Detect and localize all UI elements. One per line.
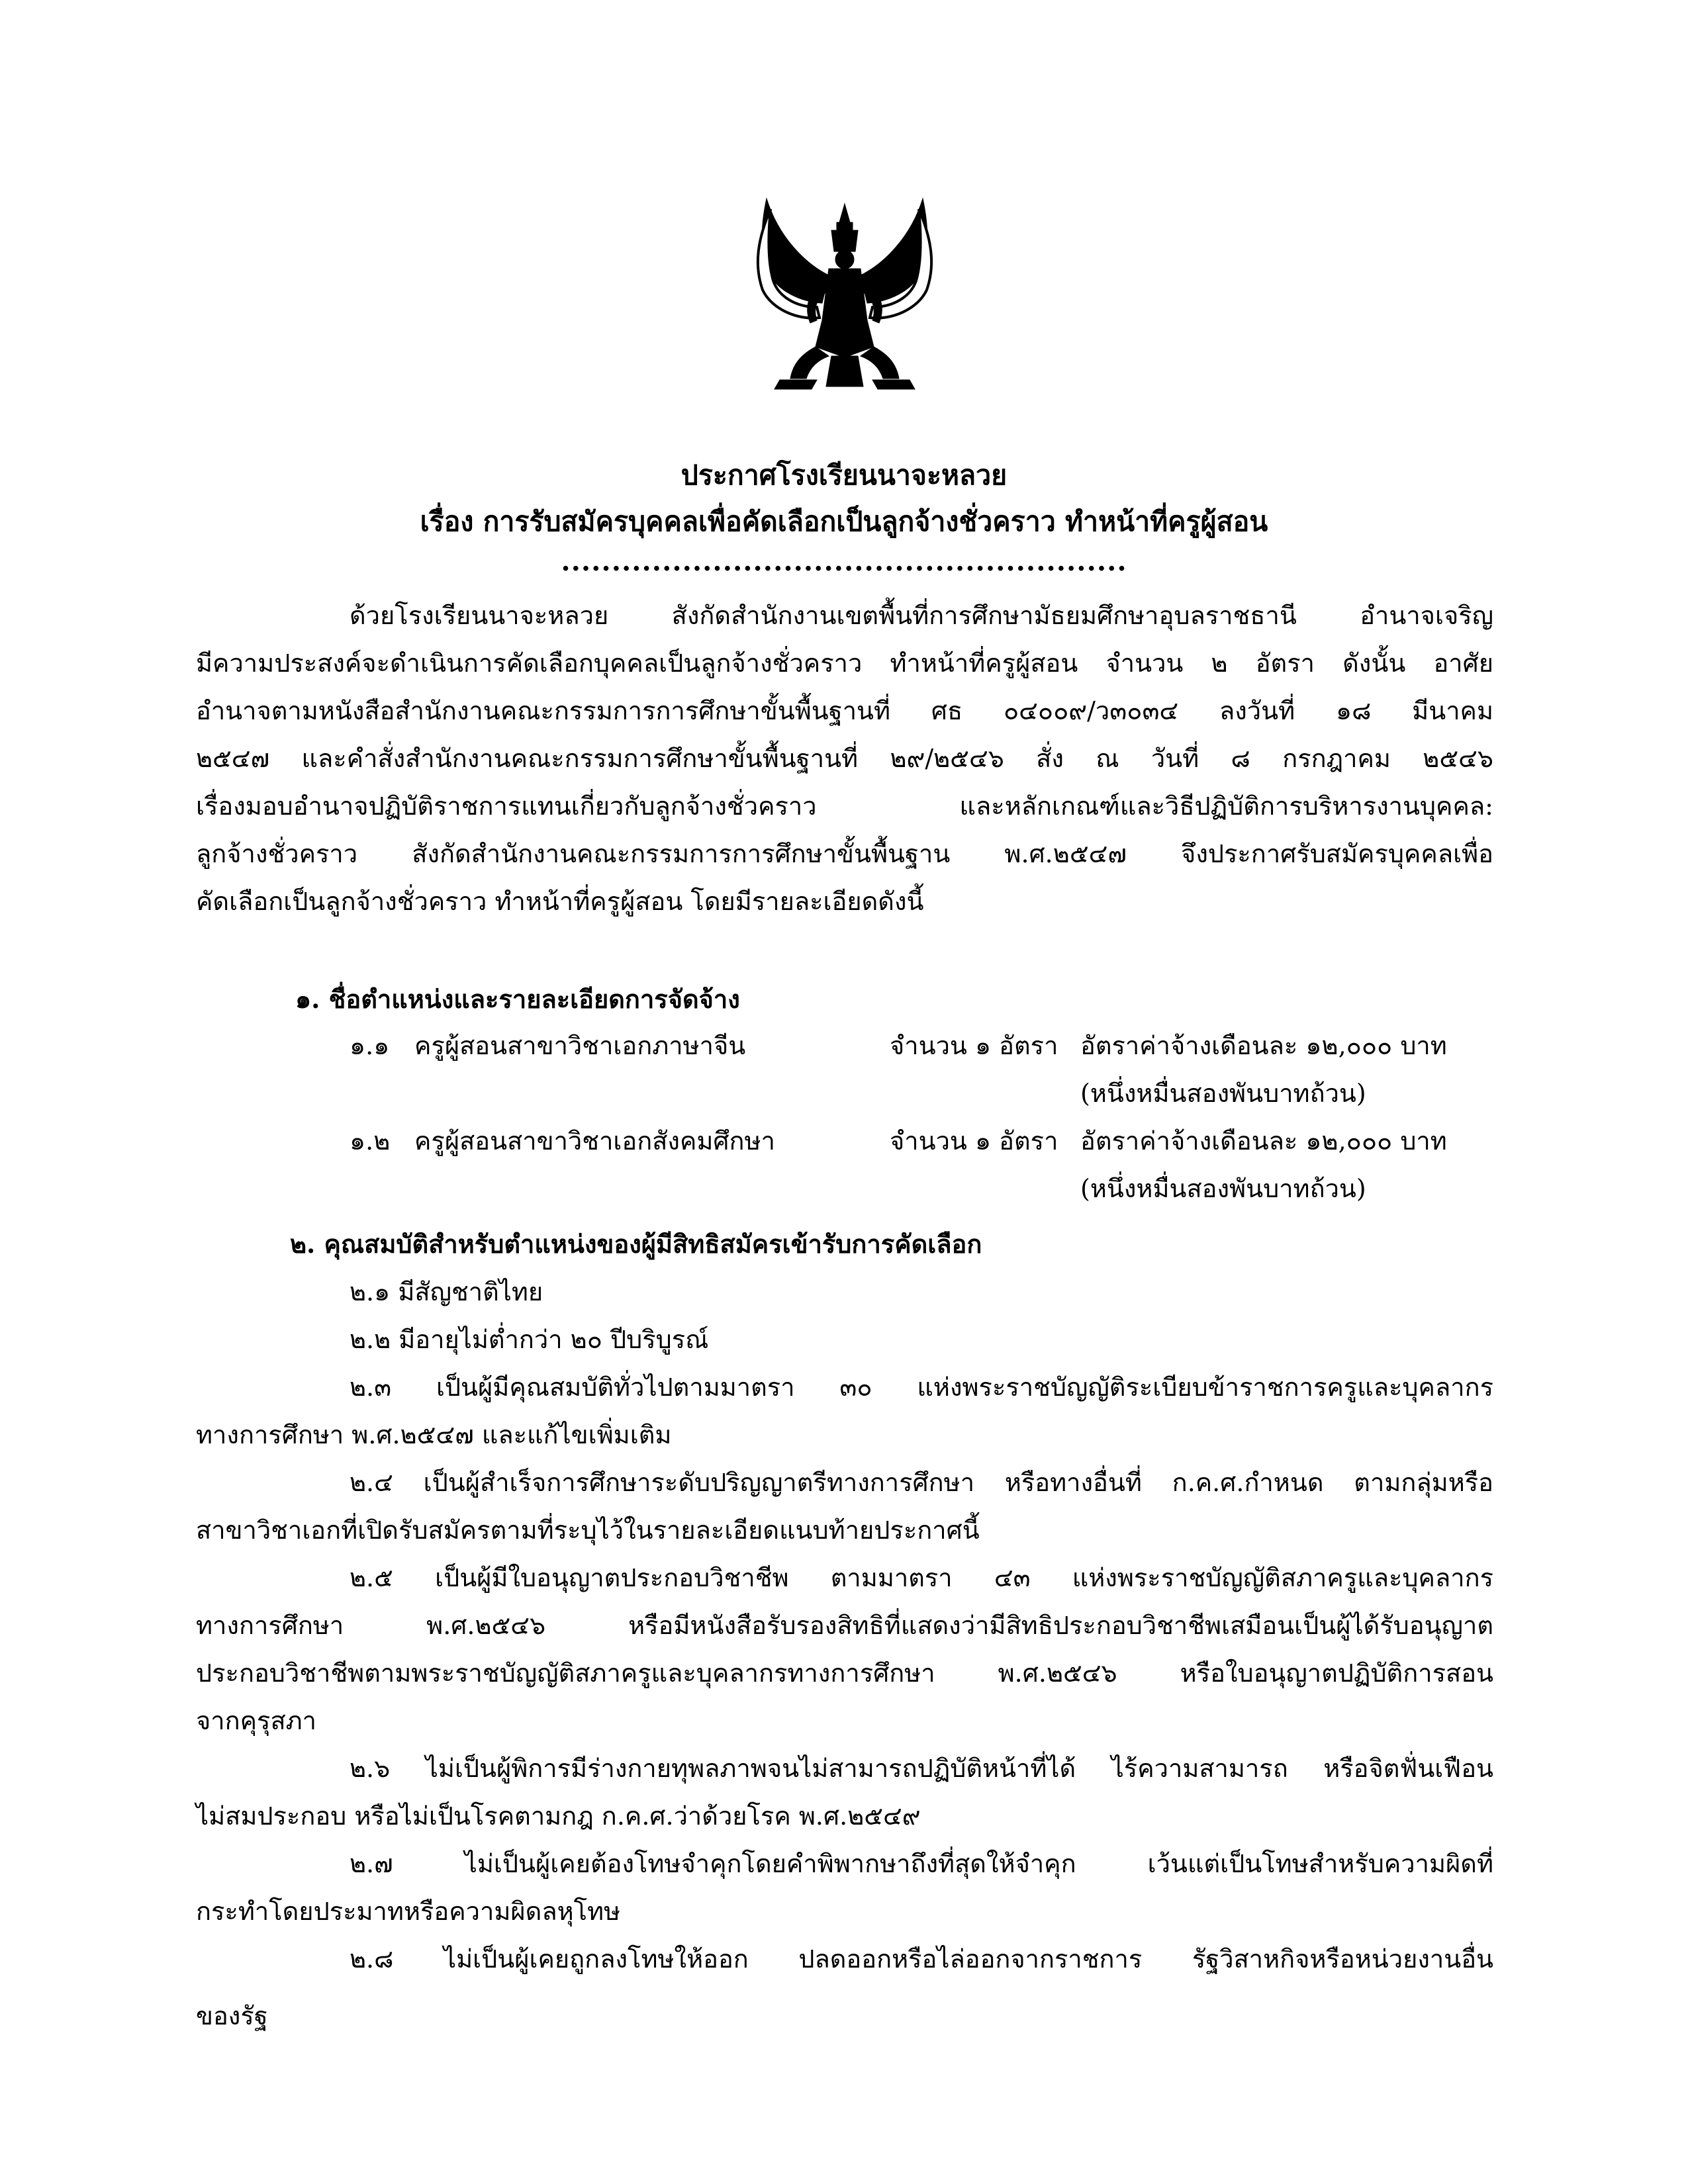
job-wage-words: (หนึ่งหมื่นสองพันบาทถ้วน) — [1080, 1079, 1366, 1108]
qualification-item-cont: สาขาวิชาเอกที่เปิดรับสมัครตามที่ระบุไว้ในรายละเอียดแนบท้ายประกาศนี้ — [196, 1516, 980, 1545]
qualification-item-cont: กระทำโดยประมาทหรือความผิดลหุโทษ — [196, 1897, 621, 1926]
job-wage: อัตราค่าจ้างเดือนละ ๑๒,๐๐๐ บาท — [1080, 1126, 1447, 1156]
job-title: ครูผู้สอนสาขาวิชาเอกภาษาจีน — [414, 1031, 746, 1060]
qualification-item: ๒.๑ มีสัญชาติไทย — [350, 1277, 543, 1306]
intro-line: ๒๕๔๗ และคำสั่งสำนักงานคณะกรรมการศึกษาขั้นพื้นฐานที่ ๒๙/๒๕๔๖ สั่ง ณ วันที่ ๘ กรกฎาคม ๒๕๔๖ — [196, 744, 1493, 773]
intro-line: คัดเลือกเป็นลูกจ้างชั่วคราว ทำหน้าที่ครูผู้สอน โดยมีรายละเอียดดังนี้ — [196, 887, 924, 916]
intro-line: ลูกจ้างชั่วคราว สังกัดสำนักงานคณะกรรมการการศึกษาขั้นพื้นฐาน พ.ศ.๒๕๔๗ จึงประกาศรับสมัครบุคคลเพื่อ — [196, 839, 1493, 868]
title-separator: ........................................................ — [561, 545, 1127, 577]
qualification-item-cont: ของรัฐ — [196, 2001, 268, 2030]
announcement-subject: เรื่อง การรับสมัครบุคคลเพื่อคัดเลือกเป็นลูกจ้างชั่วคราว ทำหน้าที่ครูผู้สอน — [420, 506, 1268, 537]
qualification-item-cont: ไม่สมประกอบ หรือไม่เป็นโรคตามกฎ ก.ค.ศ.ว่าด้วยโรค พ.ศ.๒๕๔๙ — [196, 1801, 921, 1831]
job-wage-words: (หนึ่งหมื่นสองพันบาทถ้วน) — [1080, 1174, 1366, 1203]
qualification-item-cont: ทางการศึกษา พ.ศ.๒๕๔๗ และแก้ไขเพิ่มเติม — [196, 1420, 672, 1449]
intro-line: เรื่องมอบอำนาจปฏิบัติราชการแทนเกี่ยวกับลูกจ้างชั่วคราว และหลักเกณฑ์และวิธีปฏิบัติการบริหารงานบุคคล: — [196, 792, 1493, 821]
qualification-item: ๒.๔ เป็นผู้สำเร็จการศึกษาระดับปริญญาตรีทางการศึกษา หรือทางอื่นที่ ก.ค.ศ.กำหนด ตามกลุ่มหรือ — [350, 1468, 1493, 1497]
job-number: ๑.๒ — [350, 1126, 391, 1156]
qualification-item: ๒.๓ เป็นผู้มีคุณสมบัติทั่วไปตามมาตรา ๓๐ แห่งพระราชบัญญัติระเบียบข้าราชการครูและบุคลากร — [350, 1373, 1493, 1402]
intro-line: มีความประสงค์จะดำเนินการคัดเลือกบุคคลเป็นลูกจ้างชั่วคราว ทำหน้าที่ครูผู้สอน จำนวน ๒ อัตรา ดังนั้น อาศัย — [196, 649, 1493, 678]
qualification-item: ๒.๕ เป็นผู้มีใบอนุญาตประกอบวิชาชีพ ตามมาตรา ๔๓ แห่งพระราชบัญญัติสภาครูและบุคลากร — [350, 1563, 1493, 1592]
job-number: ๑.๑ — [350, 1031, 390, 1060]
job-wage: อัตราค่าจ้างเดือนละ ๑๒,๐๐๐ บาท — [1080, 1031, 1447, 1060]
section-2-heading: ๒. คุณสมบัติสำหรับตำแหน่งของผู้มีสิทธิสมัครเข้ารับการคัดเลือก — [290, 1229, 982, 1259]
intro-line: ด้วยโรงเรียนนาจะหลวย สังกัดสำนักงานเขตพื้นที่การศึกษามัธยมศึกษาอุบลราชธานี อำนาจเจริญ — [350, 601, 1493, 630]
announcement-title: ประกาศโรงเรียนนาจะหลวย — [680, 459, 1008, 491]
qualification-item: ๒.๖ ไม่เป็นผู้พิการมีร่างกายทุพลภาพจนไม่สามารถปฏิบัติหน้าที่ได้ ไร้ความสามารถ หรือจิตฟั่นเฟือน — [350, 1754, 1493, 1783]
qualification-item-cont: ทางการศึกษา พ.ศ.๒๕๔๖ หรือมีหนังสือรับรองสิทธิที่แสดงว่ามีสิทธิประกอบวิชาชีพเสมือนเป็นผู้ได้รับอนุญาต — [196, 1611, 1493, 1640]
garuda-emblem — [732, 191, 957, 402]
qualification-item: ๒.๘ ไม่เป็นผู้เคยถูกลงโทษให้ออก ปลดออกหรือไล่ออกจากราชการ รัฐวิสาหกิจหรือหน่วยงานอื่น — [350, 1944, 1493, 1974]
section-1-heading: ๑. ชื่อตำแหน่งและรายละเอียดการจัดจ้าง — [295, 984, 740, 1014]
qualification-item-cont: ประกอบวิชาชีพตามพระราชบัญญัติสภาครูและบุคลากรทางการศึกษา พ.ศ.๒๕๔๖ หรือใบอนุญาตปฏิบัติการสอน — [196, 1659, 1493, 1688]
job-title: ครูผู้สอนสาขาวิชาเอกสังคมศึกษา — [414, 1126, 775, 1156]
qualification-item-cont: จากคุรุสภา — [196, 1706, 317, 1735]
qualification-item: ๒.๗ ไม่เป็นผู้เคยต้องโทษจำคุกโดยคำพิพากษาถึงที่สุดให้จำคุก เว้นแต่เป็นโทษสำหรับความผิดที่ — [350, 1849, 1493, 1878]
qualification-item: ๒.๒ มีอายุไม่ต่ำกว่า ๒๐ ปีบริบูรณ์ — [350, 1325, 709, 1354]
intro-line: อำนาจตามหนังสือสำนักงานคณะกรรมการการศึกษาขั้นพื้นฐานที่ ศธ ๐๔๐๐๙/ว๓๐๓๔ ลงวันที่ ๑๘ มีนาคม — [196, 696, 1493, 725]
job-count: จำนวน ๑ อัตรา — [890, 1126, 1058, 1156]
job-count: จำนวน ๑ อัตรา — [890, 1031, 1058, 1060]
